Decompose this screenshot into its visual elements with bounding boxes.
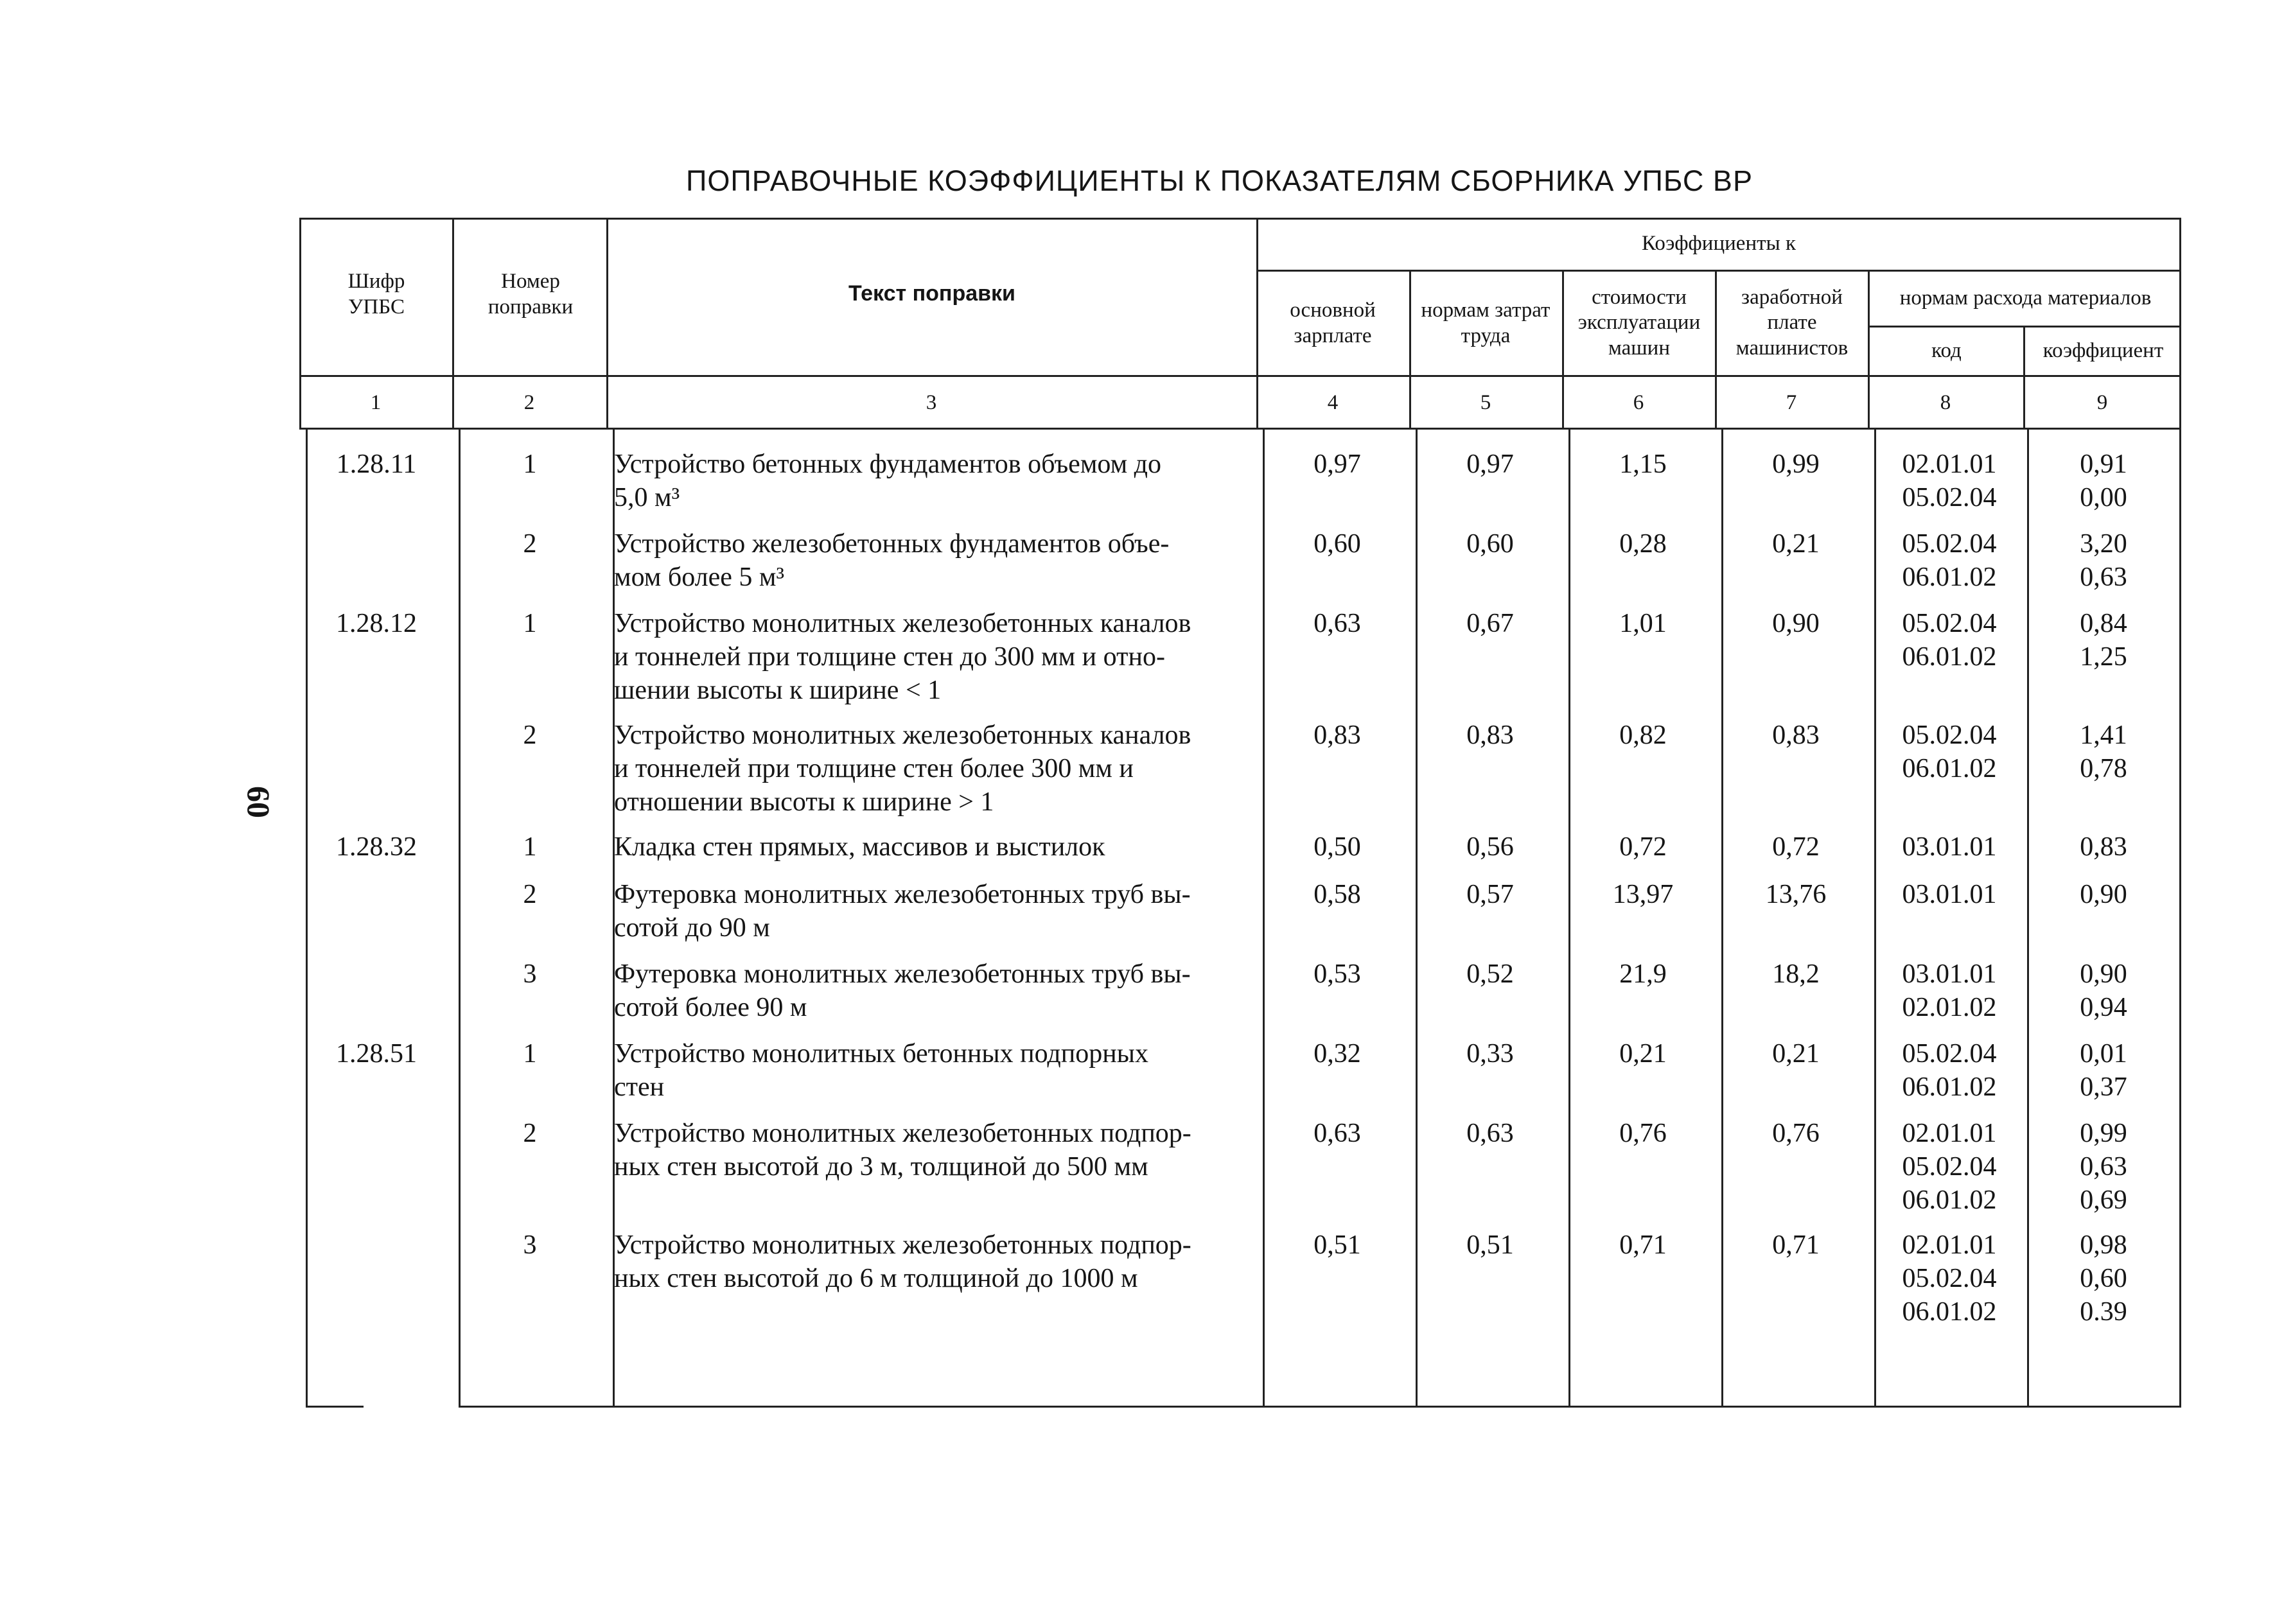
cell-material-coefficients — [2026, 607, 2181, 674]
cell-material-coefficients — [2026, 1228, 2181, 1329]
material-code: 05.02.04 — [1902, 483, 1997, 512]
correction-text-line: Футеровка монолитных железобетонных труб вы- — [614, 959, 1191, 989]
col-number-9: 9 — [2096, 391, 2108, 415]
cell-material-codes — [1872, 1228, 2026, 1329]
cell-correction-number: 2 — [523, 529, 537, 559]
cell-correction-number: 1 — [523, 1039, 537, 1069]
material-coefficient: 0,90 — [2080, 880, 2127, 909]
cell-machine-costs: 0,82 — [1619, 720, 1667, 750]
col-number-4: 4 — [1327, 391, 1339, 415]
col-number-1: 1 — [370, 391, 382, 415]
cell-correction-number: 1 — [523, 450, 537, 479]
material-coefficient: 1,25 — [2080, 642, 2127, 672]
correction-text-line: мом более 5 м³ — [614, 563, 785, 592]
material-coefficient: 0,63 — [2080, 1152, 2127, 1182]
material-code: 06.01.02 — [1902, 642, 1997, 672]
cell-correction-text — [614, 830, 1256, 864]
cell-correction-number: 3 — [523, 1230, 537, 1260]
correction-text-line: Устройство монолитных железобетонных подпор- — [614, 1230, 1191, 1260]
cell-machine-costs: 13,97 — [1612, 880, 1674, 909]
cell-correction-text — [614, 1228, 1256, 1295]
correction-text-line: Устройство железобетонных фундаментов объе- — [614, 529, 1170, 559]
cell-labor-norms: 0,56 — [1466, 832, 1514, 862]
cell-operator-salary: 0,21 — [1772, 1039, 1820, 1069]
header-operator-salary: заработной плате машинистов — [1735, 285, 1849, 360]
material-code: 05.02.04 — [1902, 720, 1997, 750]
cell-machine-costs: 0,28 — [1619, 529, 1667, 559]
cell-labor-norms: 0,67 — [1466, 609, 1514, 638]
cell-correction-text — [614, 1117, 1256, 1183]
cell-material-codes — [1872, 830, 2026, 864]
cell-correction-number: 3 — [523, 959, 537, 989]
material-coefficient: 0,84 — [2080, 609, 2127, 638]
cell-base-salary: 0,60 — [1313, 529, 1361, 559]
cell-material-codes — [1872, 719, 2026, 785]
col-number-3: 3 — [926, 391, 937, 415]
cell-operator-salary: 18,2 — [1772, 959, 1820, 989]
material-coefficient: 0,60 — [2080, 1264, 2127, 1293]
cell-material-coefficients — [2026, 957, 2181, 1024]
cell-material-codes — [1872, 607, 2026, 674]
page-title: ПОПРАВОЧНЫЕ КОЭФФИЦИЕНТЫ К ПОКАЗАТЕЛЯМ СБОРНИКА УПБС ВР — [686, 164, 1753, 197]
cell-correction-number: 1 — [523, 832, 537, 862]
cell-operator-salary: 0,72 — [1772, 832, 1820, 862]
cell-material-coefficients — [2026, 1037, 2181, 1104]
correction-text-line: ных стен высотой до 6 м толщиной до 1000 м — [614, 1264, 1138, 1293]
correction-text-line: сотой более 90 м — [614, 993, 807, 1022]
cell-correction-number: 2 — [523, 1119, 537, 1148]
material-code: 02.01.01 — [1902, 1119, 1997, 1148]
cell-machine-costs: 0,71 — [1619, 1230, 1667, 1260]
material-coefficient: 0,98 — [2080, 1230, 2127, 1260]
cell-correction-text — [614, 1037, 1256, 1104]
cell-material-codes — [1872, 1037, 2026, 1104]
header-coefficients-group: Коэффициенты к — [1642, 231, 1796, 255]
cell-operator-salary: 13,76 — [1765, 880, 1827, 909]
correction-text-line: Кладка стен прямых, массивов и выстилок — [614, 832, 1105, 862]
cell-material-codes — [1872, 878, 2026, 911]
header-cipher: Шифр УПБС — [347, 270, 405, 319]
material-code: 03.01.01 — [1902, 880, 1997, 909]
cell-material-coefficients — [2026, 448, 2181, 514]
material-code: 06.01.02 — [1902, 1185, 1997, 1215]
col-number-7: 7 — [1786, 391, 1797, 415]
material-code: 06.01.02 — [1902, 1297, 1997, 1327]
cell-base-salary: 0,53 — [1313, 959, 1361, 989]
cell-material-codes — [1872, 1117, 2026, 1217]
col-number-8: 8 — [1940, 391, 1951, 415]
material-coefficient: 0,99 — [2080, 1119, 2127, 1148]
page-number: 60 — [241, 786, 277, 818]
cell-operator-salary: 0,76 — [1772, 1119, 1820, 1148]
cell-material-coefficients — [2026, 830, 2181, 864]
header-material-norms: нормам расхода материалов — [1899, 286, 2152, 310]
material-code: 03.01.01 — [1902, 959, 1997, 989]
cell-correction-number: 2 — [523, 880, 537, 909]
header-correction-text: Текст поправки — [848, 281, 1015, 306]
cell-labor-norms: 0,33 — [1466, 1039, 1514, 1069]
material-code: 02.01.01 — [1902, 1230, 1997, 1260]
material-coefficient: 0,91 — [2080, 450, 2127, 479]
correction-text-line: Футеровка монолитных железобетонных труб вы- — [614, 880, 1191, 909]
cell-machine-costs: 21,9 — [1619, 959, 1667, 989]
col-number-2: 2 — [523, 391, 535, 415]
correction-text-line: Устройство монолитных бетонных подпорных — [614, 1039, 1148, 1069]
cell-labor-norms: 0,63 — [1466, 1119, 1514, 1148]
material-code: 06.01.02 — [1902, 754, 1997, 783]
cell-machine-costs: 0,76 — [1619, 1119, 1667, 1148]
cell-material-codes — [1872, 527, 2026, 594]
correction-text-line: Устройство монолитных железобетонных подпор- — [614, 1119, 1191, 1148]
cell-labor-norms: 0,57 — [1466, 880, 1514, 909]
cell-machine-costs: 1,01 — [1619, 609, 1667, 638]
col-number-5: 5 — [1480, 391, 1491, 415]
cell-cipher: 1.28.32 — [336, 832, 417, 862]
cell-machine-costs: 1,15 — [1619, 450, 1667, 479]
cell-labor-norms: 0,51 — [1466, 1230, 1514, 1260]
header-base-salary: основной зарплате — [1290, 299, 1376, 347]
material-coefficient: 0,00 — [2080, 483, 2127, 512]
cell-base-salary: 0,51 — [1313, 1230, 1361, 1260]
material-coefficient: 0.39 — [2080, 1297, 2127, 1327]
header-machine-costs: стоимости эксплуатации машин — [1577, 285, 1701, 360]
material-coefficient: 1,41 — [2080, 720, 2127, 750]
material-coefficient: 0,83 — [2080, 832, 2127, 862]
material-coefficient: 3,20 — [2080, 529, 2127, 559]
cell-correction-text — [614, 607, 1256, 707]
cell-machine-costs: 0,72 — [1619, 832, 1667, 862]
cell-base-salary: 0,63 — [1313, 609, 1361, 638]
cell-machine-costs: 0,21 — [1619, 1039, 1667, 1069]
table-body — [299, 430, 2181, 1408]
cell-operator-salary: 0,90 — [1772, 609, 1820, 638]
header-material-code: код — [1931, 339, 1962, 363]
cell-correction-text — [614, 878, 1256, 945]
material-coefficient: 0,63 — [2080, 563, 2127, 592]
cell-labor-norms: 0,83 — [1466, 720, 1514, 750]
cell-correction-text — [614, 527, 1256, 594]
material-coefficient: 0,94 — [2080, 993, 2127, 1022]
material-code: 05.02.04 — [1902, 1152, 1997, 1182]
material-code: 02.01.02 — [1902, 993, 1997, 1022]
header-material-coefficient: коэффициент — [2042, 339, 2164, 363]
cell-labor-norms: 0,97 — [1466, 450, 1514, 479]
cell-base-salary: 0,58 — [1313, 880, 1361, 909]
material-code: 06.01.02 — [1902, 1072, 1997, 1102]
header-correction-number: Номер поправки — [487, 270, 574, 319]
cell-correction-text — [614, 957, 1256, 1024]
header-labor-norms: нормам затрат труда — [1421, 299, 1550, 347]
cell-operator-salary: 0,99 — [1772, 450, 1820, 479]
cell-material-codes — [1872, 957, 2026, 1024]
material-code: 06.01.02 — [1902, 563, 1997, 592]
cell-correction-text — [614, 719, 1256, 819]
correction-text-line: Устройство монолитных железобетонных каналов — [614, 609, 1191, 638]
cell-labor-norms: 0,52 — [1466, 959, 1514, 989]
correction-text-line: шении высоты к ширине < 1 — [614, 676, 942, 705]
correction-text-line: Устройство монолитных железобетонных каналов — [614, 720, 1191, 750]
correction-text-line: сотой до 90 м — [614, 913, 770, 943]
cell-material-codes — [1872, 448, 2026, 514]
cell-base-salary: 0,63 — [1313, 1119, 1361, 1148]
cell-base-salary: 0,32 — [1313, 1039, 1361, 1069]
table-header — [299, 218, 2181, 430]
correction-text-line: 5,0 м³ — [614, 483, 680, 512]
material-code: 03.01.01 — [1902, 832, 1997, 862]
material-coefficient: 0,69 — [2080, 1185, 2127, 1215]
material-code: 05.02.04 — [1902, 1264, 1997, 1293]
correction-text-line: и тоннелей при толщине стен более 300 мм и — [614, 754, 1134, 783]
correction-text-line: отношении высоты к ширине > 1 — [614, 787, 994, 817]
cell-operator-salary: 0,21 — [1772, 529, 1820, 559]
material-code: 05.02.04 — [1902, 1039, 1997, 1069]
correction-text-line: ных стен высотой до 3 м, толщиной до 500 мм — [614, 1152, 1148, 1182]
cell-material-coefficients — [2026, 527, 2181, 594]
cell-cipher: 1.28.51 — [336, 1039, 417, 1069]
correction-text-line: Устройство бетонных фундаментов объемом до — [614, 450, 1162, 479]
material-code: 05.02.04 — [1902, 609, 1997, 638]
cell-correction-number: 1 — [523, 609, 537, 638]
cell-correction-number: 2 — [523, 720, 537, 750]
material-coefficient: 0,01 — [2080, 1039, 2127, 1069]
correction-text-line: стен — [614, 1072, 665, 1102]
cell-operator-salary: 0,71 — [1772, 1230, 1820, 1260]
cell-labor-norms: 0,60 — [1466, 529, 1514, 559]
material-coefficient: 0,37 — [2080, 1072, 2127, 1102]
cell-base-salary: 0,97 — [1313, 450, 1361, 479]
material-coefficient: 0,90 — [2080, 959, 2127, 989]
cell-material-coefficients — [2026, 719, 2181, 785]
cell-material-coefficients — [2026, 878, 2181, 911]
cell-correction-text — [614, 448, 1256, 514]
cell-material-coefficients — [2026, 1117, 2181, 1217]
material-code: 05.02.04 — [1902, 529, 1997, 559]
material-code: 02.01.01 — [1902, 450, 1997, 479]
cell-base-salary: 0,83 — [1313, 720, 1361, 750]
cell-operator-salary: 0,83 — [1772, 720, 1820, 750]
material-coefficient: 0,78 — [2080, 754, 2127, 783]
cell-cipher: 1.28.11 — [336, 450, 417, 479]
correction-text-line: и тоннелей при толщине стен до 300 мм и отно- — [614, 642, 1165, 672]
col-number-6: 6 — [1633, 391, 1644, 415]
cell-cipher: 1.28.12 — [336, 609, 417, 638]
cell-base-salary: 0,50 — [1313, 832, 1361, 862]
